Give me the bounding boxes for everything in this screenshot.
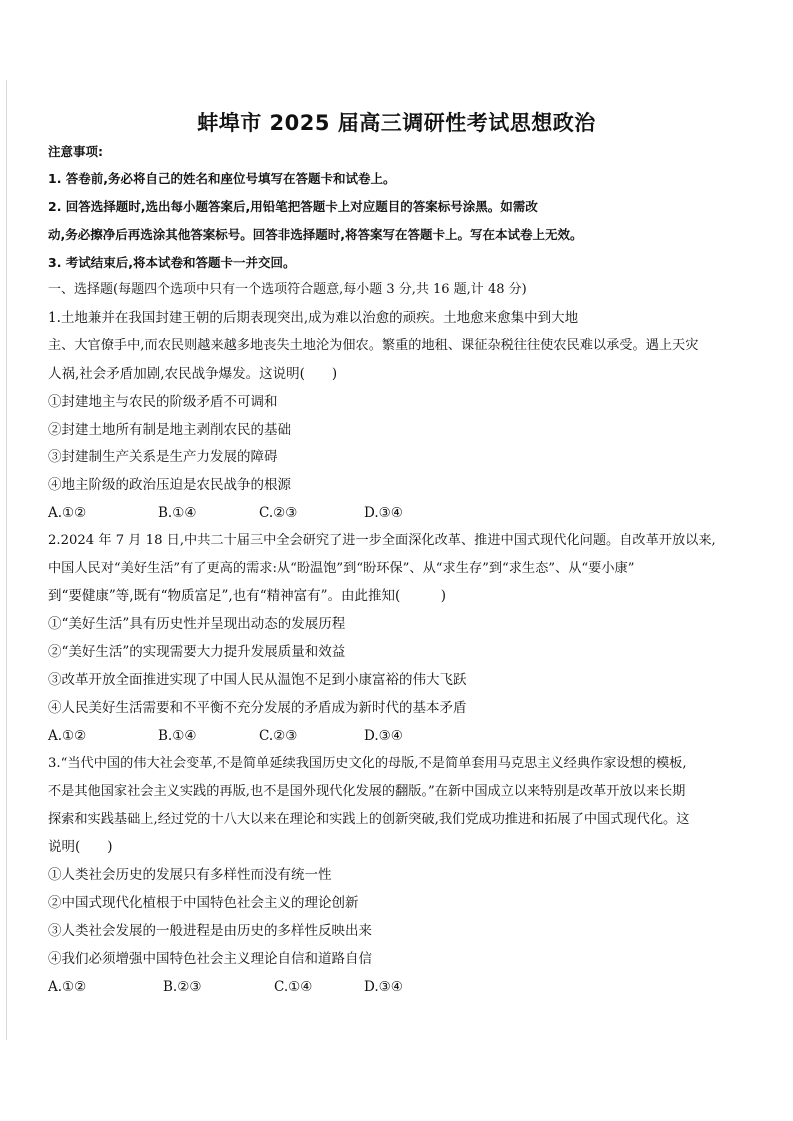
notice-item: 3. 考试结束后,将本试卷和答题卡一并交回。	[48, 255, 296, 270]
statement: ①人类社会历史的发展只有多样性而没有统一性	[48, 867, 332, 883]
question-stem-line: 1.土地兼并在我国封建王朝的后期表现突出,成为难以治愈的顽疾。土地愈来愈集中到大地	[48, 310, 579, 326]
statement: ④地主阶级的政治压迫是农民战争的根源	[48, 477, 291, 493]
option-d[interactable]: D.③④	[364, 728, 403, 744]
question-stem-line: 说明( )	[48, 839, 113, 855]
statement: ①“美好生活”具有历史性并呈现出动态的发展历程	[48, 616, 346, 632]
statement: ④我们必须增强中国特色社会主义理论自信和道路自信	[48, 951, 372, 967]
option-a[interactable]: A.①②	[48, 505, 87, 521]
question-stem-line: 中国人民对“美好生活”有了更高的需求:从“盼温饱”到“盼环保”、从“求生存”到“求生态”、从“要小康”	[48, 561, 635, 576]
option-b[interactable]: B.①④	[158, 505, 197, 521]
statement: ②中国式现代化植根于中国特色社会主义的理论创新	[48, 895, 359, 911]
statement: ②“美好生活”的实现需要大力提升发展质量和效益	[48, 644, 346, 660]
notice-heading: 注意事项:	[48, 144, 103, 159]
option-c[interactable]: C.②③	[259, 728, 298, 744]
question-stem-line: 3.“当代中国的伟大社会变革,不是简单延续我国历史文化的母版,不是简单套用马克思主义经典作家设想的模板,	[48, 756, 687, 771]
notice-item: 1. 答卷前,务必将自己的姓名和座位号填写在答题卡和试卷上。	[48, 171, 396, 186]
option-b[interactable]: B.①④	[158, 728, 197, 744]
statement: ④人民美好生活需要和不平衡不充分发展的矛盾成为新时代的基本矛盾	[48, 700, 467, 716]
question-stem-line: 不是其他国家社会主义实践的再版,也不是国外现代化发展的翻版。”在新中国成立以来特别是改革开放以来长期	[48, 784, 686, 799]
page-title: 蚌埠市 2025 届高三调研性考试思想政治	[197, 111, 596, 135]
question-stem-line: 2.2024 年 7 月 18 日,中共二十届三中全会研究了进一步全面深化改革、推进中国式现代化问题。自改革开放以来,	[48, 533, 716, 548]
option-b[interactable]: B.②③	[163, 979, 202, 995]
question-stem-line: 探索和实践基础上,经过党的十八大以来在理论和实践上的创新突破,我们党成功推进和拓展了中国式现代化。这	[48, 812, 690, 827]
question-stem-line: 人祸,社会矛盾加剧,农民战争爆发。这说明( )	[48, 366, 338, 382]
option-a[interactable]: A.①②	[48, 728, 87, 744]
notice-item: 2. 回答选择题时,选出每小题答案后,用铅笔把答题卡上对应题目的答案标号涂黑。如需改	[48, 199, 538, 214]
statement: ①封建地主与农民的阶级矛盾不可调和	[48, 394, 278, 410]
section-heading: 一、选择题(每题四个选项中只有一个选项符合题意,每小题 3 分,共 16 题,计 48 分)	[48, 282, 527, 297]
notice-item: 动,务必擦净后再选涂其他答案标号。回答非选择题时,将答案写在答题卡上。写在本试卷上无效。	[48, 227, 583, 242]
statement: ③封建制生产关系是生产力发展的障碍	[48, 449, 278, 465]
statement: ③人类社会发展的一般进程是由历史的多样性反映出来	[48, 923, 372, 939]
option-c[interactable]: C.②③	[259, 505, 298, 521]
statement: ②封建土地所有制是地主剥削农民的基础	[48, 422, 291, 438]
option-d[interactable]: D.③④	[364, 979, 403, 995]
statement: ③改革开放全面推进实现了中国人民从温饱不足到小康富裕的伟大飞跃	[48, 672, 467, 688]
question-stem-line: 到“要健康”等,既有“物质富足”,也有“精神富有”。由此推知( )	[48, 588, 447, 604]
option-d[interactable]: D.③④	[364, 505, 403, 521]
page-edge-line	[6, 80, 7, 1040]
option-a[interactable]: A.①②	[48, 979, 87, 995]
option-c[interactable]: C.①④	[274, 979, 313, 995]
question-stem-line: 主、大官僚手中,而农民则越来越多地丧失土地沦为佃农。繁重的地租、课征杂税往往使农民难以承受。遇上天灾	[48, 338, 699, 353]
